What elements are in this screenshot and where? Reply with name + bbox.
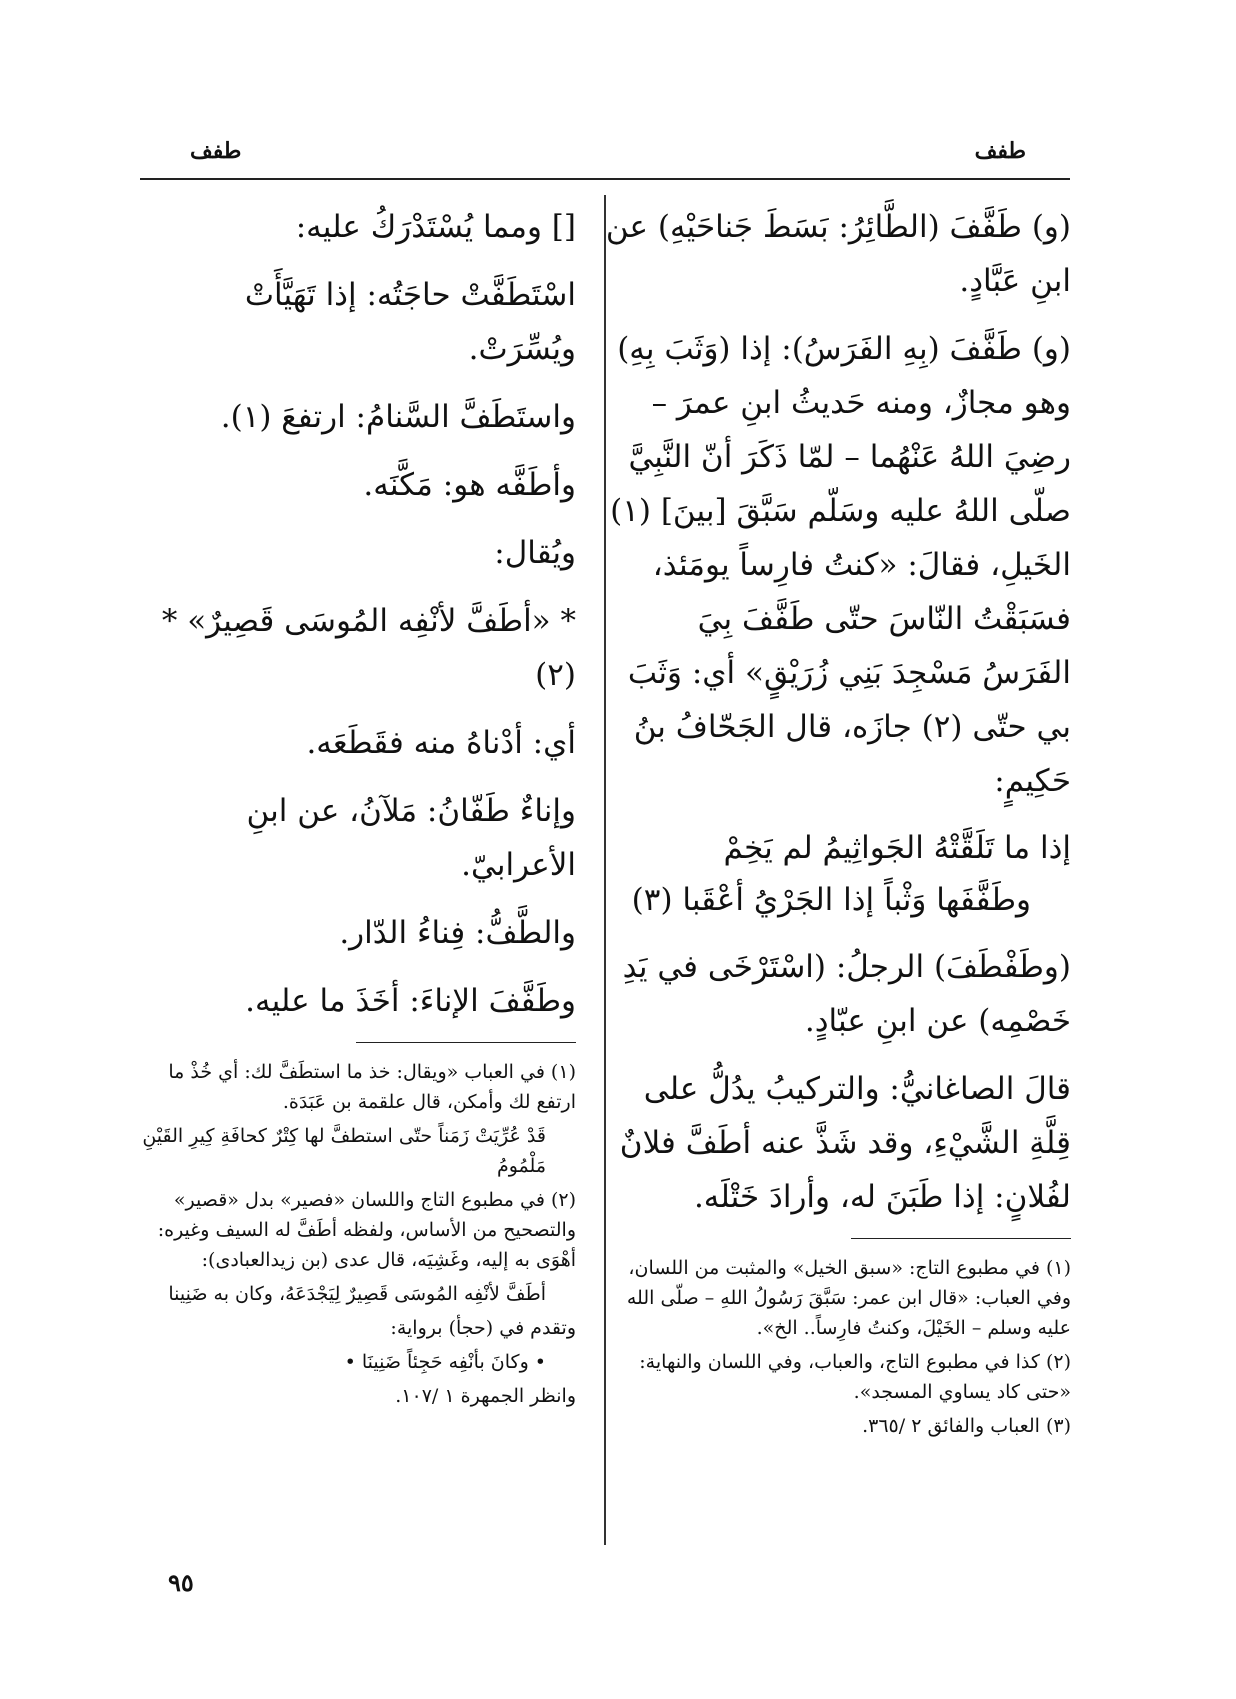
entry-paragraph: اسْتَطَفَّتْ حاجَتُه: إذا تَهَيَّأَتْ ويُسِّرَتْ.: [244, 277, 576, 367]
entry-paragraph: (وطَفْطَفَ) الرجلُ: (اسْتَرْخَى في يَدِ خَصْمِه) عن ابنِ عبّادٍ.: [622, 949, 1071, 1039]
entry-paragraph: وإناءٌ طَفّانُ: مَلآنُ، عن ابنِ الأعرابيّ.: [246, 793, 576, 883]
entry-paragraph: وأطَفَّه هو: مَكَّنَه.: [363, 467, 576, 503]
entry-paragraph: (و) طَفَّفَ (بِهِ الفَرَسُ): إذا (وَثَبَ بِهِ) وهو مجازٌ، ومنه حَديثُ ابنِ عمرَ – رضِيَ اللهُ عَنْهُما – لمّا ذَكَرَ أنّ النَّبِيَّ صلّى اللهُ عليه وسَلّم سَبَّقَ [بينَ] (١) الخَيلِ، فقالَ: «كنتُ فارِساً يومَئذ، فسَبَقْتُ النّاسَ حتّى طَفَّفَ بِيَ الفَرَسُ مَسْجِدَ بَنِي زُرَيْقٍ» أي: وَثَبَ بي حتّى (٢) جازَه، قال الجَحّافُ بنُ حَكِيمٍ:: [610, 331, 1071, 799]
verse-line: وطَفَّفَها وَثْباً إذا الجَرْيُ أعْقَبا (٣): [631, 882, 1031, 918]
running-header-left: طفف: [190, 138, 242, 164]
entry-paragraph: [] ومما يُسْتَدْرَكُ عليه:: [295, 209, 576, 245]
entry-paragraph: والطَّفُّ: فِناءُ الدّار.: [339, 915, 576, 951]
running-header-right: طفف: [974, 138, 1026, 164]
footnote: (٢) في مطبوع التاج واللسان «فصير» بدل «قصير» والتصحيح من الأساس، ولفظه أطَفَّ له السيف وغيره: أهْوَى به إليه، وغَشِيَه، قال عدى (بن زيدالعبادى):: [157, 1189, 576, 1271]
right-column: [601, 200, 1071, 1445]
footnote-rule: [356, 1042, 576, 1043]
footnote-rule: [851, 1238, 1071, 1239]
footnote: (١) في مطبوع التاج: «سبق الخيل» والمثبت من اللسان، وفي العباب: «قال ابن عمر: سَبَّقَ رَسُولُ اللهِ – صلّى الله عليه وسلم – الخَيْلَ، وكنتُ فارِساً.. الخ».: [626, 1257, 1071, 1339]
entry-paragraph: قالَ الصاغانيُّ: والتركيبُ يدُلُّ على قِلَّةِ الشَّيْءِ، وقد شَذَّ عنه أطَفَّ فلانٌ لفُلانٍ: إذا طَبَنَ له، وأرادَ خَتْلَه.: [619, 1071, 1071, 1215]
footnote: (٢) كذا في مطبوع التاج، والعباب، وفي اللسان والنهاية: «حتى كاد يساوي المسجد».: [639, 1351, 1071, 1403]
page-number: ٩٥: [168, 1568, 194, 1597]
footnote-verse: قَدْ عُرِّيَتْ زَمَناً حتّى استطفَّ لها كِتْرٌ كحافَةِ كِيرِ القَيْنِ مَلْمُومُ: [142, 1125, 546, 1177]
footnote: وتقدم في (حجأ) برواية:: [390, 1317, 576, 1339]
verse-line: * «أطَفَّ لأنْفِه المُوسَى قَصِيرٌ» * (٢): [161, 603, 576, 693]
footnote: (٣) العباب والفائق ٢ /٣٦٥.: [862, 1415, 1071, 1437]
entry-paragraph: أي: أدْناهُ منه فقَطَعَه.: [306, 725, 576, 761]
footnote: وانظر الجمهرة ١ /١٠٧.: [395, 1385, 576, 1407]
verse-line: إذا ما تَلَقَّتْهُ الجَواثِيمُ لم يَخِمْ: [723, 830, 1071, 866]
entry-paragraph: وطَفَّفَ الإناءَ: أخَذَ ما عليه.: [245, 983, 576, 1019]
footnote: (١) في العباب «ويقال: خذ ما استطَفَّ لك: أي خُذْ ما ارتفع لك وأمكن، قال علقمة بن عَبَدَة.: [168, 1061, 576, 1113]
footnote-verse: • وكانَ بأنْفِه حَجِئاً ضَنِينَا •: [344, 1351, 546, 1373]
left-column: [131, 200, 576, 1415]
header-rule: [140, 178, 1070, 180]
entry-paragraph: ويُقال:: [494, 535, 576, 571]
footnote-verse: أطَفَّ لأنْفِه المُوسَى قَصِيرٌ لِيَجْدَعَهُ، وكان به ضَنِينا: [168, 1283, 546, 1305]
entry-paragraph: واستَطَفَّ السَّنامُ: ارتفعَ (١).: [220, 399, 576, 435]
entry-paragraph: (و) طَفَّفَ (الطَّائِرُ: بَسَطَ جَناحَيْهِ) عن ابنِ عَبَّادٍ.: [605, 209, 1071, 299]
